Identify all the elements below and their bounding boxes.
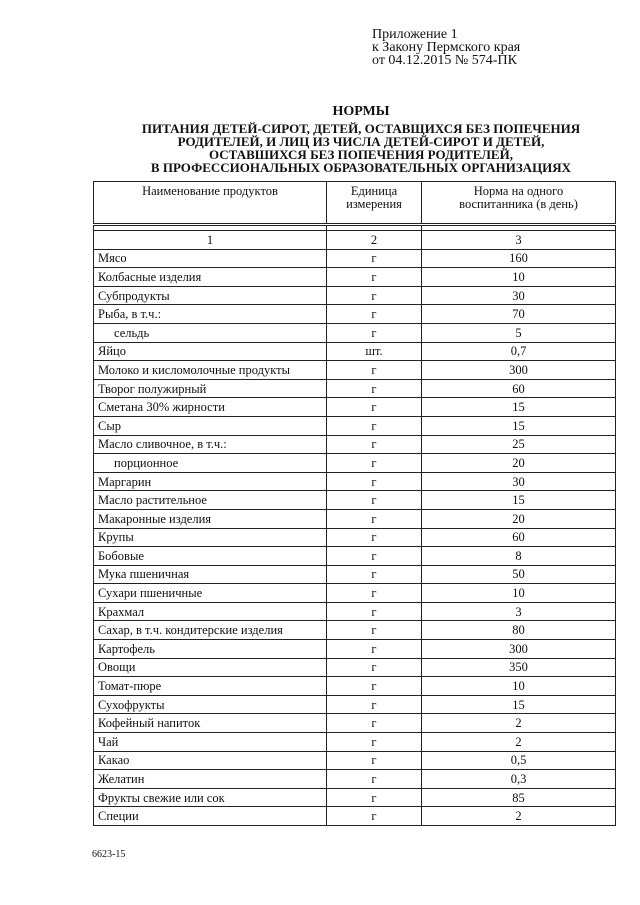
unit-cell: г <box>327 714 422 733</box>
annex-line-3: от 04.12.2015 № 574-ПК <box>372 53 517 68</box>
product-name-cell: Желатин <box>94 770 327 789</box>
table-row <box>94 565 616 584</box>
norm-value-cell: 5 <box>422 323 616 342</box>
table-row <box>94 714 616 733</box>
unit-cell: г <box>327 305 422 324</box>
unit-cell: г <box>327 547 422 566</box>
table-row <box>94 770 616 789</box>
norm-value-cell: 2 <box>422 807 616 826</box>
norm-value-cell: 0,7 <box>422 342 616 361</box>
table-row <box>94 584 616 603</box>
product-name-cell: Сухари пшеничные <box>94 584 327 603</box>
unit-cell: г <box>327 788 422 807</box>
product-name-cell: Фрукты свежие или сок <box>94 788 327 807</box>
unit-cell: г <box>327 323 422 342</box>
product-name-cell: Кофейный напиток <box>94 714 327 733</box>
norm-value-cell: 70 <box>422 305 616 324</box>
table-row <box>94 751 616 770</box>
column-header-norm-line-2: воспитанника (в день) <box>459 197 578 211</box>
product-name-cell: Творог полужирный <box>94 379 327 398</box>
table-row <box>94 379 616 398</box>
product-name-cell: Картофель <box>94 640 327 659</box>
product-name-cell: Субпродукты <box>94 286 327 305</box>
unit-cell: г <box>327 379 422 398</box>
unit-cell: г <box>327 528 422 547</box>
table-row <box>94 398 616 417</box>
unit-cell: г <box>327 677 422 696</box>
unit-cell: г <box>327 454 422 473</box>
product-name-cell: порционное <box>94 454 327 473</box>
product-name-cell: Маргарин <box>94 472 327 491</box>
title-line-2: РОДИТЕЛЕЙ, И ЛИЦ ИЗ ЧИСЛА ДЕТЕЙ-СИРОТ И ДЕТЕЙ, <box>177 134 545 149</box>
column-numbering-row <box>94 231 616 250</box>
table-row <box>94 323 616 342</box>
title-line-3: ОСТАВШИХСЯ БЕЗ ПОПЕЧЕНИЯ РОДИТЕЛЕЙ, <box>209 147 513 162</box>
unit-cell: г <box>327 286 422 305</box>
norm-value-cell: 15 <box>422 416 616 435</box>
norms-table <box>93 181 616 826</box>
unit-cell: г <box>327 733 422 752</box>
norm-value-cell: 20 <box>422 509 616 528</box>
table-row <box>94 268 616 287</box>
unit-cell: г <box>327 565 422 584</box>
product-name-cell: Чай <box>94 733 327 752</box>
table-row <box>94 602 616 621</box>
norm-value-cell: 15 <box>422 695 616 714</box>
product-name-cell: Масло растительное <box>94 491 327 510</box>
table-row <box>94 621 616 640</box>
unit-cell: г <box>327 268 422 287</box>
unit-cell: г <box>327 249 422 268</box>
product-name-cell: Какао <box>94 751 327 770</box>
column-number-1: 1 <box>94 231 327 250</box>
table-row <box>94 695 616 714</box>
product-name-cell: Макаронные изделия <box>94 509 327 528</box>
product-name-cell: Специи <box>94 807 327 826</box>
column-number-2: 2 <box>327 231 422 250</box>
product-name-cell: Колбасные изделия <box>94 268 327 287</box>
norm-value-cell: 15 <box>422 491 616 510</box>
product-name-cell: Рыба, в т.ч.: <box>94 305 327 324</box>
unit-cell: г <box>327 416 422 435</box>
product-name-cell: Крупы <box>94 528 327 547</box>
table-row <box>94 491 616 510</box>
norm-value-cell: 60 <box>422 379 616 398</box>
unit-cell: г <box>327 658 422 677</box>
column-header-name: Наименование продуктов <box>94 182 327 225</box>
table-row <box>94 788 616 807</box>
norm-value-cell: 160 <box>422 249 616 268</box>
norm-value-cell: 3 <box>422 602 616 621</box>
norm-value-cell: 80 <box>422 621 616 640</box>
table-row <box>94 677 616 696</box>
table-row <box>94 305 616 324</box>
product-name-cell: сельдь <box>94 323 327 342</box>
norm-value-cell: 30 <box>422 472 616 491</box>
annex-line-1: Приложение 1 <box>372 27 458 42</box>
unit-cell: г <box>327 621 422 640</box>
norm-value-cell: 10 <box>422 677 616 696</box>
table-row <box>94 640 616 659</box>
table-row <box>94 454 616 473</box>
norm-value-cell: 10 <box>422 268 616 287</box>
product-name-cell: Бобовые <box>94 547 327 566</box>
unit-cell: г <box>327 491 422 510</box>
table-row <box>94 733 616 752</box>
norm-value-cell: 85 <box>422 788 616 807</box>
unit-cell: г <box>327 472 422 491</box>
unit-cell: г <box>327 398 422 417</box>
unit-cell: г <box>327 751 422 770</box>
unit-cell: г <box>327 584 422 603</box>
norm-value-cell: 30 <box>422 286 616 305</box>
norm-value-cell: 15 <box>422 398 616 417</box>
product-name-cell: Сметана 30% жирности <box>94 398 327 417</box>
column-header-norm <box>422 182 616 225</box>
norm-value-cell: 25 <box>422 435 616 454</box>
norm-value-cell: 300 <box>422 361 616 380</box>
unit-cell: г <box>327 640 422 659</box>
unit-cell: шт. <box>327 342 422 361</box>
column-number-3: 3 <box>422 231 616 250</box>
norm-value-cell: 2 <box>422 733 616 752</box>
norm-value-cell: 300 <box>422 640 616 659</box>
column-header-unit-line-1: Единица <box>350 184 398 198</box>
norm-value-cell: 50 <box>422 565 616 584</box>
unit-cell: г <box>327 435 422 454</box>
table-row <box>94 342 616 361</box>
table-row <box>94 658 616 677</box>
unit-cell: г <box>327 695 422 714</box>
document-heading: НОРМЫ <box>332 104 390 119</box>
table-row <box>94 435 616 454</box>
product-name-cell: Молоко и кисломолочные продукты <box>94 361 327 380</box>
document-code: 6623-15 <box>92 849 126 860</box>
column-header-norm-line-1: Норма на одного <box>473 184 564 198</box>
table-row <box>94 807 616 826</box>
norm-value-cell: 10 <box>422 584 616 603</box>
table-row <box>94 472 616 491</box>
product-name-cell: Сахар, в т.ч. кондитерские изделия <box>94 621 327 640</box>
column-header-unit <box>327 182 422 225</box>
table-row <box>94 286 616 305</box>
annex-line-2: к Закону Пермского края <box>372 40 521 55</box>
unit-cell: г <box>327 602 422 621</box>
table-row <box>94 509 616 528</box>
norm-value-cell: 0,5 <box>422 751 616 770</box>
norm-value-cell: 8 <box>422 547 616 566</box>
norm-value-cell: 60 <box>422 528 616 547</box>
annex-reference <box>372 28 520 67</box>
table-row <box>94 249 616 268</box>
norm-value-cell: 20 <box>422 454 616 473</box>
product-name-cell: Овощи <box>94 658 327 677</box>
product-name-cell: Мука пшеничная <box>94 565 327 584</box>
title-line-1: ПИТАНИЯ ДЕТЕЙ-СИРОТ, ДЕТЕЙ, ОСТАВЩИХСЯ БЕЗ ПОПЕЧЕНИЯ <box>141 121 581 136</box>
table-row <box>94 361 616 380</box>
table-row <box>94 528 616 547</box>
unit-cell: г <box>327 807 422 826</box>
product-name-cell: Мясо <box>94 249 327 268</box>
unit-cell: г <box>327 361 422 380</box>
product-name-cell: Сыр <box>94 416 327 435</box>
norm-value-cell: 2 <box>422 714 616 733</box>
title-line-4: В ПРОФЕССИОНАЛЬНЫХ ОБРАЗОВАТЕЛЬНЫХ ОРГАНИЗАЦИЯХ <box>150 160 572 175</box>
table-row <box>94 547 616 566</box>
product-name-cell: Томат-пюре <box>94 677 327 696</box>
product-name-cell: Крахмал <box>94 602 327 621</box>
product-name-cell: Яйцо <box>94 342 327 361</box>
norm-value-cell: 0,3 <box>422 770 616 789</box>
table-row <box>94 416 616 435</box>
unit-cell: г <box>327 770 422 789</box>
norm-value-cell: 350 <box>422 658 616 677</box>
unit-cell: г <box>327 509 422 528</box>
product-name-cell: Масло сливочное, в т.ч.: <box>94 435 327 454</box>
column-header-unit-line-2: измерения <box>346 197 402 211</box>
document-title <box>96 122 626 174</box>
product-name-cell: Сухофрукты <box>94 695 327 714</box>
